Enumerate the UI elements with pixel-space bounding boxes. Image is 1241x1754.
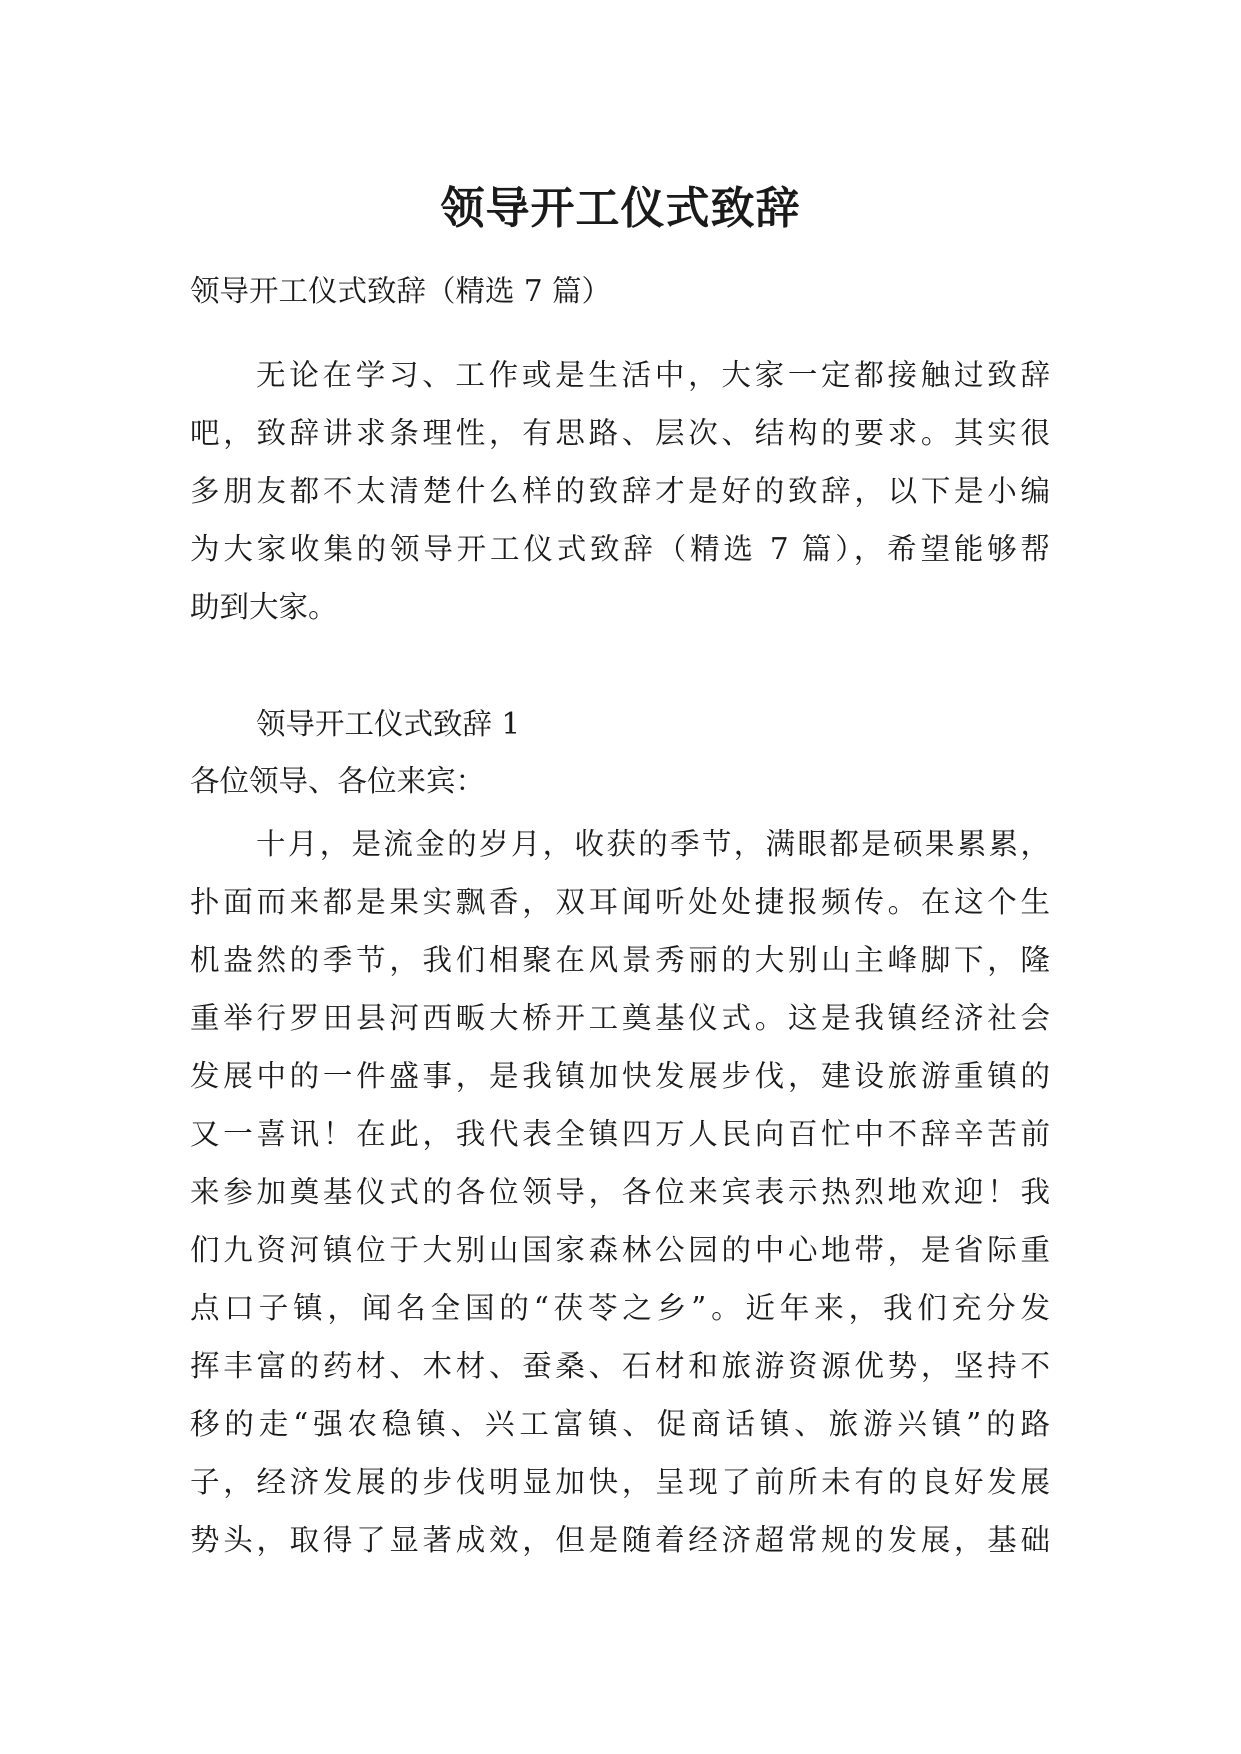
paragraph-line: 来参加奠基仪式的各位领导，各位来宾表示热烈地欢迎！我 [190,1175,1050,1209]
speech-paragraph [190,815,1050,1569]
salutation [190,752,1050,810]
document-subtitle [190,262,1050,320]
paragraph-line: 扑面而来都是果实飘香，双耳闻听处处捷报频传。在这个生 [190,885,1050,919]
paragraph-line: 移的走“强农稳镇、兴工富镇、促商话镇、旅游兴镇”的路 [190,1407,1050,1441]
section-heading [190,695,1050,753]
subtitle-text: 领导开工仪式致辞（精选 7 篇） [190,274,612,308]
paragraph-line: 挥丰富的药材、木材、蚕桑、石材和旅游资源优势，坚持不 [190,1349,1050,1383]
paragraph-line: 多朋友都不太清楚什么样的致辞才是好的致辞，以下是小编 [190,474,1050,508]
paragraph-line: 十月，是流金的岁月，收获的季节，满眼都是硕果累累， [256,827,1050,861]
section-heading-text: 领导开工仪式致辞 1 [256,707,521,741]
paragraph-line: 点口子镇，闻名全国的“茯苓之乡”。近年来，我们充分发 [190,1291,1050,1325]
paragraph-line: 又一喜讯！在此，我代表全镇四万人民向百忙中不辞辛苦前 [190,1117,1050,1151]
paragraph-line: 助到大家。 [190,590,338,624]
paragraph-line: 为大家收集的领导开工仪式致辞（精选 7 篇），希望能够帮 [190,532,1050,566]
document-title: 领导开工仪式致辞 [440,183,801,235]
paragraph-line: 发展中的一件盛事，是我镇加快发展步伐，建设旅游重镇的 [190,1059,1050,1093]
paragraph-line: 子，经济发展的步伐明显加快，呈现了前所未有的良好发展 [190,1465,1050,1499]
intro-paragraph [190,346,1050,636]
salutation-text: 各位领导、各位来宾： [190,764,486,798]
paragraph-line: 机盎然的季节，我们相聚在风景秀丽的大别山主峰脚下，隆 [190,943,1050,977]
paragraph-line: 吧，致辞讲求条理性，有思路、层次、结构的要求。其实很 [190,416,1050,450]
paragraph-line: 们九资河镇位于大别山国家森林公园的中心地带，是省际重 [190,1233,1050,1267]
paragraph-line: 无论在学习、工作或是生活中，大家一定都接触过致辞 [256,358,1050,392]
paragraph-line: 重举行罗田县河西畈大桥开工奠基仪式。这是我镇经济社会 [190,1001,1050,1035]
paragraph-line: 势头，取得了显著成效，但是随着经济超常规的发展，基础 [190,1523,1050,1557]
